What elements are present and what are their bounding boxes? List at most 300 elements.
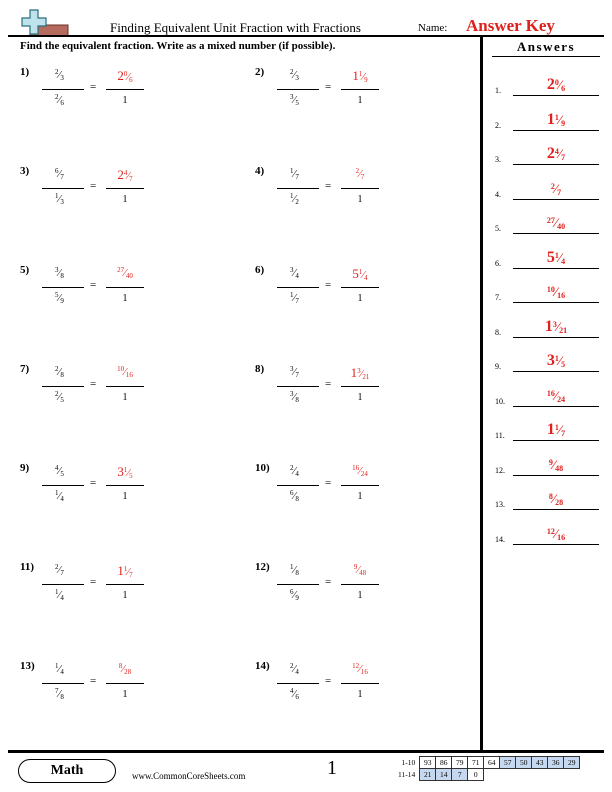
bottom-fraction — [55, 291, 64, 305]
answer-row — [495, 137, 605, 167]
answer-line — [513, 440, 599, 441]
answer-fraction — [106, 559, 144, 611]
fraction-slash: ⁄ — [554, 284, 558, 299]
answer-numerator — [106, 167, 144, 183]
denominator: 8 — [60, 272, 64, 280]
denominator: 8 — [295, 495, 299, 503]
fraction-slash: ⁄ — [558, 146, 562, 161]
equals-sign: = — [325, 81, 332, 93]
equals-sign: = — [90, 81, 97, 93]
denominator: 7 — [129, 571, 133, 579]
denominator: 6 — [60, 99, 64, 107]
problem-number: 3) — [20, 165, 30, 177]
answer-numerator — [341, 266, 379, 282]
denominator: 4 — [60, 668, 64, 676]
fraction-slash: ⁄ — [122, 663, 125, 675]
complex-fraction — [42, 559, 84, 611]
numerator: 3 — [357, 367, 361, 375]
complex-fraction — [42, 460, 84, 512]
score-cell: 93 — [420, 757, 436, 769]
numerator: 2 — [55, 563, 59, 571]
equals-sign: = — [325, 378, 332, 390]
answer-number: 10. — [495, 396, 505, 406]
fraction-bar — [277, 584, 319, 585]
denominator: 5 — [295, 99, 299, 107]
denominator: 7 — [295, 297, 299, 305]
answer-row — [495, 241, 605, 271]
problem-item — [255, 262, 485, 322]
fraction-slash: ⁄ — [558, 353, 562, 368]
numerator: 1 — [290, 291, 294, 299]
bottom-fraction — [55, 390, 64, 404]
equals-sign: = — [90, 675, 97, 687]
fraction-bar — [106, 485, 144, 486]
numerator: 6 — [290, 588, 294, 596]
fraction-slash: ⁄ — [359, 465, 361, 477]
answer-numerator — [106, 365, 144, 379]
numerator: 1 — [554, 354, 559, 363]
answer-denominator: 1 — [122, 194, 128, 205]
fraction-slash: ⁄ — [58, 688, 61, 700]
top-fraction — [290, 464, 299, 478]
fraction-bar — [106, 683, 144, 684]
numerator: 1 — [55, 588, 59, 596]
fraction-slash: ⁄ — [58, 69, 61, 81]
problem-item — [255, 163, 485, 223]
denominator: 4 — [561, 256, 566, 266]
denominator: 8 — [295, 396, 299, 404]
fraction-slash: ⁄ — [58, 564, 61, 576]
fraction-slash: ⁄ — [58, 366, 61, 378]
answer-line — [513, 337, 599, 338]
answers-heading: Answers — [492, 39, 600, 57]
score-cell: 71 — [468, 757, 484, 769]
footer-divider — [8, 750, 604, 753]
denominator: 7 — [561, 429, 566, 438]
fraction-bar — [106, 584, 144, 585]
numerator: 3 — [55, 266, 59, 274]
answer-denominator: 1 — [122, 392, 128, 403]
numerator: 3 — [290, 266, 294, 274]
answer-row — [495, 275, 605, 305]
score-cell: 29 — [564, 757, 580, 769]
denominator: 7 — [295, 371, 299, 379]
whole-number: 3 — [117, 464, 124, 479]
score-range-label: 1-10 — [401, 758, 416, 767]
denominator: 5 — [561, 360, 566, 369]
denominator: 7 — [60, 173, 64, 181]
numerator: 4 — [290, 687, 294, 695]
denominator: 9 — [561, 118, 566, 128]
numerator: 16 — [352, 464, 360, 472]
denominator: 3 — [295, 74, 299, 82]
fraction-bar — [277, 386, 319, 387]
denominator: 9 — [60, 297, 64, 305]
numerator: 1 — [55, 192, 59, 200]
answer-number: 7. — [495, 293, 501, 302]
denominator: 40 — [125, 272, 133, 280]
fraction-slash: ⁄ — [293, 69, 296, 81]
fraction-bar — [341, 188, 379, 189]
denominator: 4 — [295, 668, 299, 676]
answer-fraction — [341, 262, 379, 314]
numerator: 1 — [290, 563, 294, 571]
answer-denominator: 1 — [122, 590, 128, 601]
top-fraction — [55, 365, 64, 379]
numerator: 3 — [290, 93, 294, 101]
fraction-slash: ⁄ — [293, 366, 296, 378]
answer-value — [513, 249, 599, 267]
numerator: 2 — [290, 662, 294, 670]
problem-number: 7) — [20, 363, 30, 375]
answer-number: 4. — [495, 189, 501, 199]
fraction-slash: ⁄ — [124, 267, 126, 279]
bottom-fraction — [290, 291, 299, 305]
numerator: 0 — [123, 70, 128, 78]
complex-fraction — [277, 460, 319, 512]
answer-denominator: 1 — [357, 689, 363, 700]
answer-numerator — [341, 68, 379, 84]
numerator: 10 — [546, 285, 555, 294]
fraction-slash: ⁄ — [58, 193, 61, 205]
bottom-fraction — [290, 192, 299, 206]
numerator: 3 — [290, 365, 294, 373]
whole-number: 1 — [544, 317, 553, 335]
fraction-bar — [277, 287, 319, 288]
numerator: 0 — [554, 78, 559, 87]
score-cell: 64 — [484, 757, 500, 769]
fraction-slash: ⁄ — [293, 564, 296, 576]
denominator: 7 — [557, 187, 562, 197]
numerator: 2 — [550, 181, 555, 191]
fraction-bar — [42, 683, 84, 684]
complex-fraction — [42, 163, 84, 215]
numerator: 4 — [554, 147, 559, 156]
denominator: 6 — [295, 693, 299, 701]
numerator: 3 — [552, 319, 557, 329]
fraction-slash: ⁄ — [293, 292, 296, 304]
answer-number: 1. — [495, 86, 501, 95]
fraction-slash: ⁄ — [127, 71, 130, 83]
whole-number: 1 — [546, 110, 555, 128]
fraction-bar — [277, 89, 319, 90]
denominator: 4 — [60, 594, 64, 602]
fraction-slash: ⁄ — [558, 77, 562, 92]
fraction-slash: ⁄ — [554, 180, 558, 196]
website-link[interactable]: www.CommonCoreSheets.com — [132, 771, 246, 781]
denominator: 2 — [295, 198, 299, 206]
fraction-bar — [341, 89, 379, 90]
fraction-bar — [42, 386, 84, 387]
bottom-fraction — [290, 489, 299, 503]
fraction-bar — [277, 485, 319, 486]
problem-number: 5) — [20, 264, 30, 276]
problem-item — [20, 658, 250, 718]
header-divider — [8, 35, 604, 37]
whole-number: 2 — [117, 68, 124, 83]
fraction-slash: ⁄ — [554, 525, 558, 541]
fraction-bar — [42, 584, 84, 585]
answer-number: 2. — [495, 120, 501, 130]
denominator: 16 — [557, 532, 566, 542]
denominator: 6 — [129, 76, 133, 84]
answer-line — [513, 130, 599, 131]
problem-number: 6) — [255, 264, 265, 276]
problem-item — [20, 262, 250, 322]
answer-value — [513, 180, 599, 198]
numerator: 1 — [123, 466, 128, 474]
fraction-slash: ⁄ — [554, 387, 558, 403]
numerator: 8 — [548, 492, 553, 501]
denominator: 4 — [295, 272, 299, 280]
fraction-slash: ⁄ — [58, 465, 61, 477]
answer-numerator — [106, 266, 144, 280]
top-fraction — [55, 266, 64, 280]
fraction-slash: ⁄ — [362, 71, 365, 83]
problem-number: 11) — [20, 561, 35, 573]
numerator: 1 — [554, 112, 559, 122]
fraction-bar — [106, 386, 144, 387]
denominator: 4 — [295, 470, 299, 478]
equals-sign: = — [90, 279, 97, 291]
problem-item — [20, 460, 250, 520]
denominator: 9 — [364, 76, 368, 84]
fraction-slash: ⁄ — [552, 491, 556, 506]
denominator: 7 — [60, 569, 64, 577]
equals-sign: = — [90, 378, 97, 390]
fraction-slash: ⁄ — [124, 366, 126, 378]
score-cell: 7 — [452, 769, 468, 781]
numerator: 2 — [55, 93, 59, 101]
numerator: 2 — [55, 365, 59, 373]
problem-number: 9) — [20, 462, 30, 474]
problem-item — [255, 559, 485, 619]
denominator: 40 — [557, 222, 566, 231]
complex-fraction — [42, 658, 84, 710]
denominator: 7 — [295, 173, 299, 181]
answer-fraction — [106, 460, 144, 512]
whole-number: 2 — [546, 76, 555, 93]
page-number: 1 — [327, 757, 337, 779]
top-fraction — [290, 266, 299, 280]
denominator: 28 — [124, 668, 132, 676]
answer-denominator: 1 — [122, 689, 128, 700]
score-cell: 57 — [500, 757, 516, 769]
numerator: 10 — [117, 365, 125, 373]
numerator: 1 — [358, 268, 363, 276]
denominator: 9 — [295, 594, 299, 602]
fraction-slash: ⁄ — [556, 318, 560, 334]
fraction-slash: ⁄ — [58, 391, 61, 403]
numerator: 27 — [546, 216, 555, 225]
bottom-fraction — [290, 93, 299, 107]
problem-number: 1) — [20, 66, 30, 78]
fraction-slash: ⁄ — [293, 465, 296, 477]
problem-item — [20, 163, 250, 223]
complex-fraction — [277, 361, 319, 413]
answer-numerator — [341, 563, 379, 577]
numerator: 2 — [55, 68, 59, 76]
fraction-slash: ⁄ — [558, 111, 562, 127]
complex-fraction — [277, 559, 319, 611]
answer-denominator: 1 — [357, 293, 363, 304]
denominator: 48 — [555, 463, 564, 473]
problem-number: 12) — [255, 561, 270, 573]
answer-fraction — [106, 64, 144, 116]
answer-number: 11. — [495, 431, 505, 440]
problem-number: 2) — [255, 66, 265, 78]
numerator: 1 — [55, 489, 59, 497]
score-row — [396, 757, 580, 769]
answer-number: 12. — [495, 465, 505, 475]
top-fraction — [290, 563, 299, 577]
answer-fraction — [341, 559, 379, 611]
answer-value — [513, 283, 599, 301]
equals-sign: = — [325, 477, 332, 489]
fraction-slash: ⁄ — [58, 267, 61, 279]
numerator: 16 — [546, 388, 555, 398]
score-cell: 79 — [452, 757, 468, 769]
worksheet-title: Finding Equivalent Unit Fraction with Fractions — [110, 20, 361, 35]
fraction-bar — [277, 683, 319, 684]
score-cell: 43 — [532, 757, 548, 769]
answer-fraction — [106, 262, 144, 314]
answer-row — [495, 310, 605, 340]
answer-denominator: 1 — [357, 392, 363, 403]
answer-number: 5. — [495, 224, 501, 233]
denominator: 48 — [359, 569, 367, 577]
name-label: Name: — [418, 22, 448, 34]
denominator: 7 — [129, 175, 133, 183]
numerator: 4 — [123, 169, 128, 177]
equals-sign: = — [90, 180, 97, 192]
score-range-label: 11-14 — [398, 770, 416, 779]
fraction-bar — [341, 485, 379, 486]
denominator: 16 — [125, 371, 133, 379]
complex-fraction — [277, 163, 319, 215]
bottom-fraction — [55, 687, 64, 701]
fraction-slash: ⁄ — [558, 422, 562, 437]
bottom-fraction — [290, 588, 299, 602]
numerator: 2 — [55, 390, 59, 398]
numerator: 3 — [290, 390, 294, 398]
fraction-bar — [106, 89, 144, 90]
answer-line — [513, 475, 599, 476]
top-fraction — [290, 167, 299, 181]
denominator: 3 — [60, 74, 64, 82]
denominator: 7 — [360, 173, 365, 181]
answer-numerator — [106, 464, 144, 480]
fraction-slash: ⁄ — [58, 94, 61, 106]
numerator: 4 — [55, 464, 59, 472]
denominator: 4 — [364, 274, 368, 282]
complex-fraction — [42, 262, 84, 314]
answer-row — [495, 206, 605, 236]
complex-fraction — [42, 361, 84, 413]
fraction-bar — [42, 287, 84, 288]
fraction-slash: ⁄ — [58, 663, 61, 675]
answer-number: 14. — [495, 534, 505, 544]
score-cell: 14 — [436, 769, 452, 781]
answer-line — [513, 268, 599, 269]
problem-item — [20, 64, 250, 124]
whole-number: 5 — [546, 248, 555, 266]
answer-fraction — [341, 658, 379, 710]
numerator: 2 — [290, 464, 294, 472]
equals-sign: = — [325, 279, 332, 291]
answer-numerator — [341, 464, 379, 478]
whole-number: 1 — [350, 365, 358, 380]
denominator: 28 — [555, 498, 564, 507]
fraction-bar — [106, 188, 144, 189]
fraction-slash: ⁄ — [359, 663, 361, 675]
fraction-slash: ⁄ — [293, 490, 296, 502]
numerator: 12 — [352, 662, 360, 670]
answer-line — [513, 95, 599, 96]
denominator: 21 — [559, 325, 568, 335]
whole-number: 1 — [546, 421, 555, 438]
complex-fraction — [277, 262, 319, 314]
problem-number: 4) — [255, 165, 265, 177]
bottom-fraction — [55, 93, 64, 107]
numerator: 5 — [55, 291, 59, 299]
fraction-bar — [341, 683, 379, 684]
answer-row — [495, 172, 605, 202]
equals-sign: = — [90, 477, 97, 489]
numerator: 1 — [290, 192, 294, 200]
answer-denominator: 1 — [122, 491, 128, 502]
whole-number: 3 — [546, 352, 555, 369]
numerator: 8 — [118, 662, 123, 670]
fraction-slash: ⁄ — [293, 589, 296, 601]
numerator: 1 — [290, 167, 294, 175]
answer-row — [495, 379, 605, 409]
problem-item — [255, 460, 485, 520]
numerator: 9 — [548, 457, 553, 467]
subject-badge: Math — [18, 759, 116, 783]
numerator: 1 — [358, 70, 363, 78]
answer-value — [513, 490, 599, 508]
equals-sign: = — [325, 675, 332, 687]
answer-numerator — [341, 662, 379, 676]
denominator: 24 — [360, 470, 368, 478]
top-fraction — [55, 563, 64, 577]
answer-denominator: 1 — [357, 194, 363, 205]
numerator: 2 — [355, 167, 360, 175]
answer-numerator — [106, 662, 144, 676]
problem-item — [255, 361, 485, 421]
answer-denominator: 1 — [357, 95, 363, 106]
denominator: 16 — [557, 291, 566, 300]
numerator: 9 — [353, 563, 358, 571]
problem-number: 13) — [20, 660, 35, 672]
answer-line — [513, 233, 599, 234]
fraction-bar — [277, 188, 319, 189]
score-cell: 50 — [516, 757, 532, 769]
fraction-slash: ⁄ — [293, 663, 296, 675]
answer-line — [513, 371, 599, 372]
answer-numerator — [106, 68, 144, 84]
fraction-slash: ⁄ — [58, 589, 61, 601]
fraction-slash: ⁄ — [359, 168, 361, 180]
answer-line — [513, 199, 599, 200]
top-fraction — [290, 662, 299, 676]
bottom-fraction — [55, 489, 64, 503]
denominator: 3 — [60, 198, 64, 206]
numerator: 1 — [554, 250, 559, 260]
problem-item — [20, 361, 250, 421]
fraction-slash: ⁄ — [293, 688, 296, 700]
